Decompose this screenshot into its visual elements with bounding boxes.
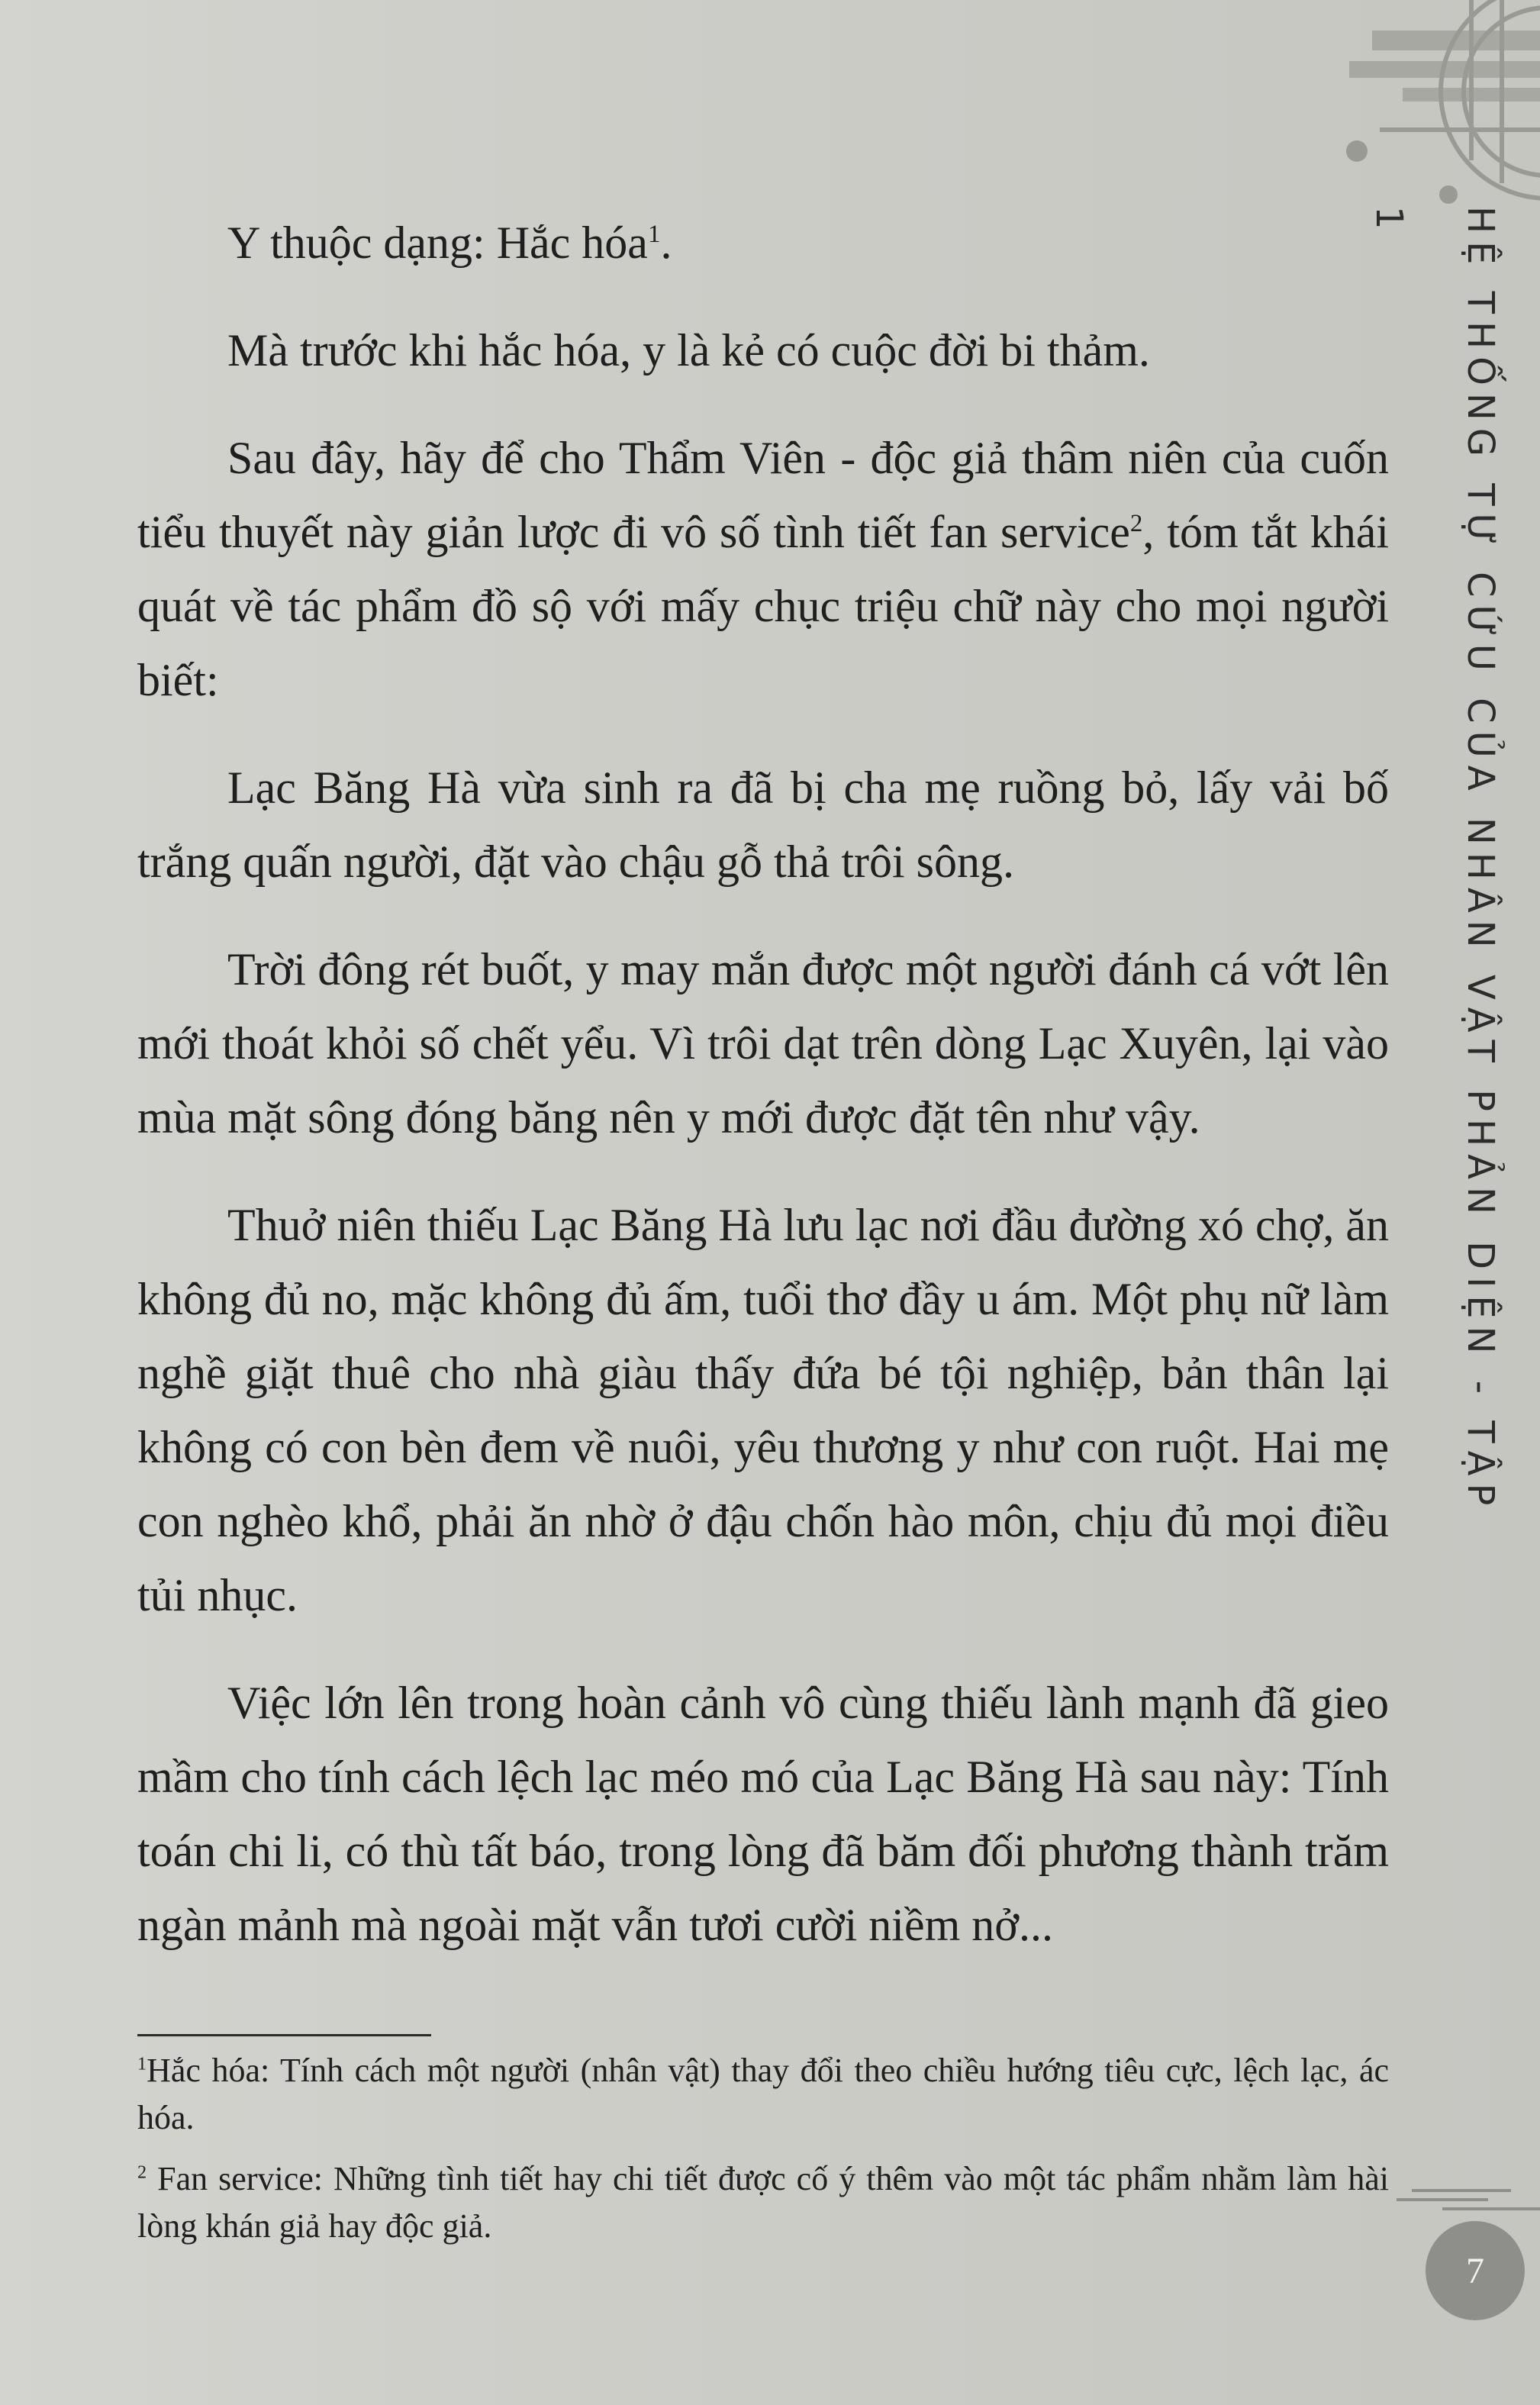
footnote-1: $^1$Hắc hóa: Tính cách một người (nhân vật) thay đổi theo chiều hướng tiêu cực, lệch lạc, ác hóa. [137,2052,1389,2136]
paragraph-4: Lạc Băng Hà vừa sinh ra đã bị cha mẹ ruồng bỏ, lấy vải bố trắng quấn người, đặt vào chậu gỗ thả trôi sông. [137,762,1389,887]
footnote-ref-2: 2 [1129,510,1143,537]
paragraph-6: Thuở niên thiếu Lạc Băng Hà lưu lạc nơi đầu đường xó chợ, ăn không đủ no, mặc không đủ ấm, tuổi thơ đầy u ám. Một phụ nữ làm nghề giặt thuê cho nhà giàu thấy đứa bé tội nghiệp, bản thân lại không có con bèn đem về nuôi, yêu thương y như con ruột. Hai mẹ con nghèo khổ, phải ăn nhờ ở đậu chốn hào môn, chịu đủ mọi điều tủi nhục. [137,1200,1389,1620]
body-text [137,206,1389,1962]
paragraph-2: Mà trước khi hắc hóa, y là kẻ có cuộc đời bi thảm. [227,325,1150,376]
footnotes [137,2047,1389,2264]
paragraph-3: Sau đây, hãy để cho Thẩm Viên - độc giả thâm niên của cuốn tiểu thuyết này giản lược đi vô số tình tiết fan service$^2$, tóm tắt khái quát về tác phẩm đồ sộ với mấy chục triệu chữ này cho mọi người biết: [137,433,1389,705]
footnote-divider [137,2034,431,2036]
ornament-decoration [1219,0,1540,214]
footnote-2: $^2$ Fan service: Những tình tiết hay chi tiết được cố ý thêm vào một tác phẩm nhằm làm hài lòng khán giả hay độc giả. [137,2160,1389,2245]
cloud-decoration [1397,2183,1540,2213]
paragraph-1: Y thuộc dạng: Hắc hóa$^1$. [227,218,672,268]
paragraph-7: Việc lớn lên trong hoàn cảnh vô cùng thiếu lành mạnh đã gieo mầm cho tính cách lệch lạc méo mó của Lạc Băng Hà sau này: Tính toán chi li, có thù tất báo, trong lòng đã băm đối phương thành trăm ngàn mảnh mà ngoài mặt vẫn tươi cười niềm nở... [137,1678,1389,1950]
footnote-ref-1: 1 [647,221,661,248]
side-running-title: HỆ THỐNG TỰ CỨU CỦA NHÂN VẬT PHẢN DIỆN - TẬP 1 [1368,206,1502,1514]
page-number: 7 [1426,2221,1525,2320]
paragraph-5: Trời đông rét buốt, y may mắn được một người đánh cá vớt lên mới thoát khỏi số chết yểu. Vì trôi dạt trên dòng Lạc Xuyên, lại vào mùa mặt sông đóng băng nên y mới được đặt tên như vậy. [137,944,1389,1143]
